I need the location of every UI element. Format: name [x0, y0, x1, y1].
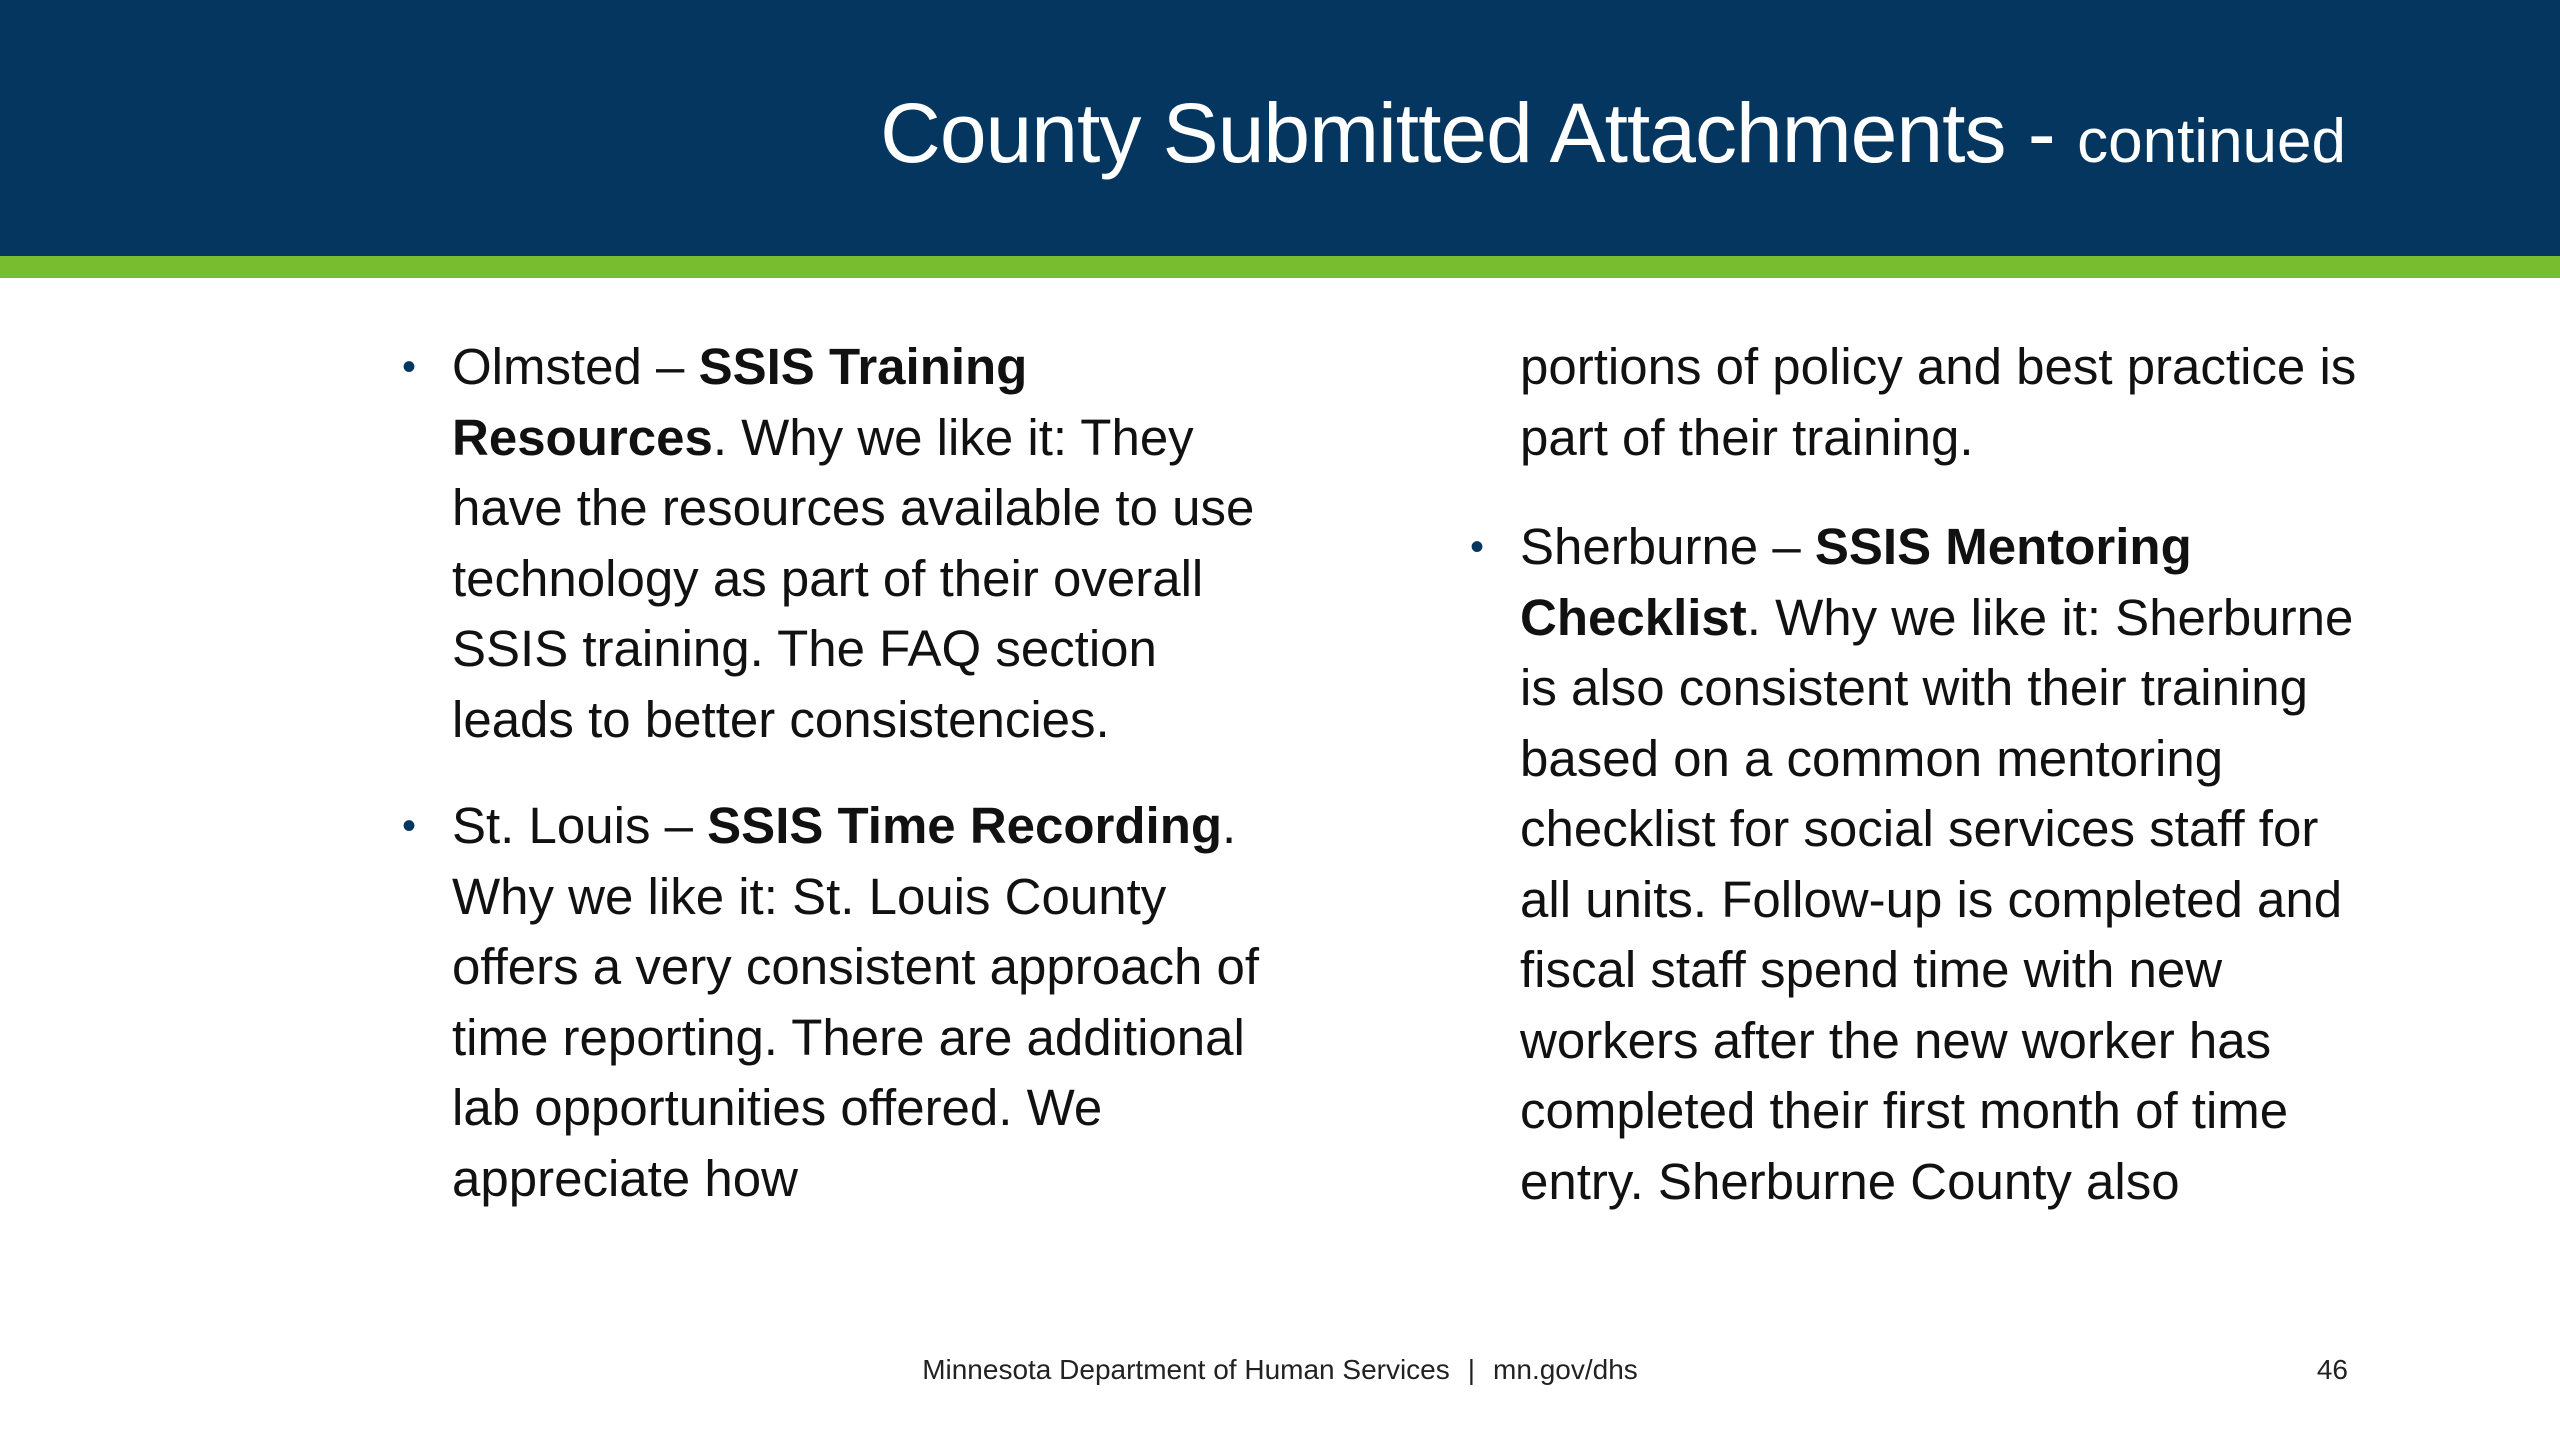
accent-bar: [0, 256, 2560, 278]
slide-title: [880, 78, 2346, 197]
county-name: Sherburne –: [1520, 518, 1815, 575]
county-name: St. Louis –: [452, 797, 708, 854]
slide-title-main: County Submitted Attachments -: [880, 86, 2055, 180]
county-name: Olmsted –: [452, 338, 699, 395]
bullet-icon: •: [1470, 525, 1485, 569]
item-description: . Why we like it: They have the resources available to use technology as part of their overall SSIS training. The FAQ section leads to better consistencies.: [452, 408, 1255, 748]
slide-subtitle: continued: [2077, 107, 2346, 176]
footer-organization: Minnesota Department of Human Services: [922, 1354, 1450, 1385]
footer-center: [0, 1354, 2560, 1386]
footer-url[interactable]: mn.gov/dhs: [1493, 1354, 1638, 1385]
bullet-item-sherburne: [1470, 512, 2380, 1217]
bullet-item-olmsted: [402, 332, 1272, 755]
bullet-icon: •: [402, 804, 417, 848]
item-description: . Why we like it: St. Louis County offers a very consistent approach of time reporting. There are additional lab opportunities offered. We appreciate how: [452, 797, 1260, 1207]
bullet-item-st-louis: [402, 791, 1272, 1214]
attachment-title: SSIS Mentoring Checklist: [1520, 518, 2192, 646]
footer: [0, 1354, 2560, 1394]
bullet-icon: •: [402, 345, 417, 389]
attachment-title: SSIS Time Recording: [707, 797, 1223, 854]
right-bullet-list: [1470, 512, 2380, 1217]
continued-text: portions of policy and best practice is part of their training.: [1520, 338, 2357, 466]
title-banner: [0, 0, 2560, 256]
page-number: 46: [2316, 1354, 2348, 1385]
footer-separator: |: [1467, 1354, 1476, 1385]
attachment-title: SSIS Training Resources: [452, 338, 1028, 466]
right-column: [1470, 332, 2380, 1217]
left-column: [402, 332, 1272, 1214]
item-description: . Why we like it: Sherburne is also consistent with their training based on a common mentoring checklist for social services staff for all units. Follow-up is completed and fiscal staff spend time with new workers after the new worker has completed their first month of time entry. Sherburne County also: [1520, 588, 2354, 1210]
